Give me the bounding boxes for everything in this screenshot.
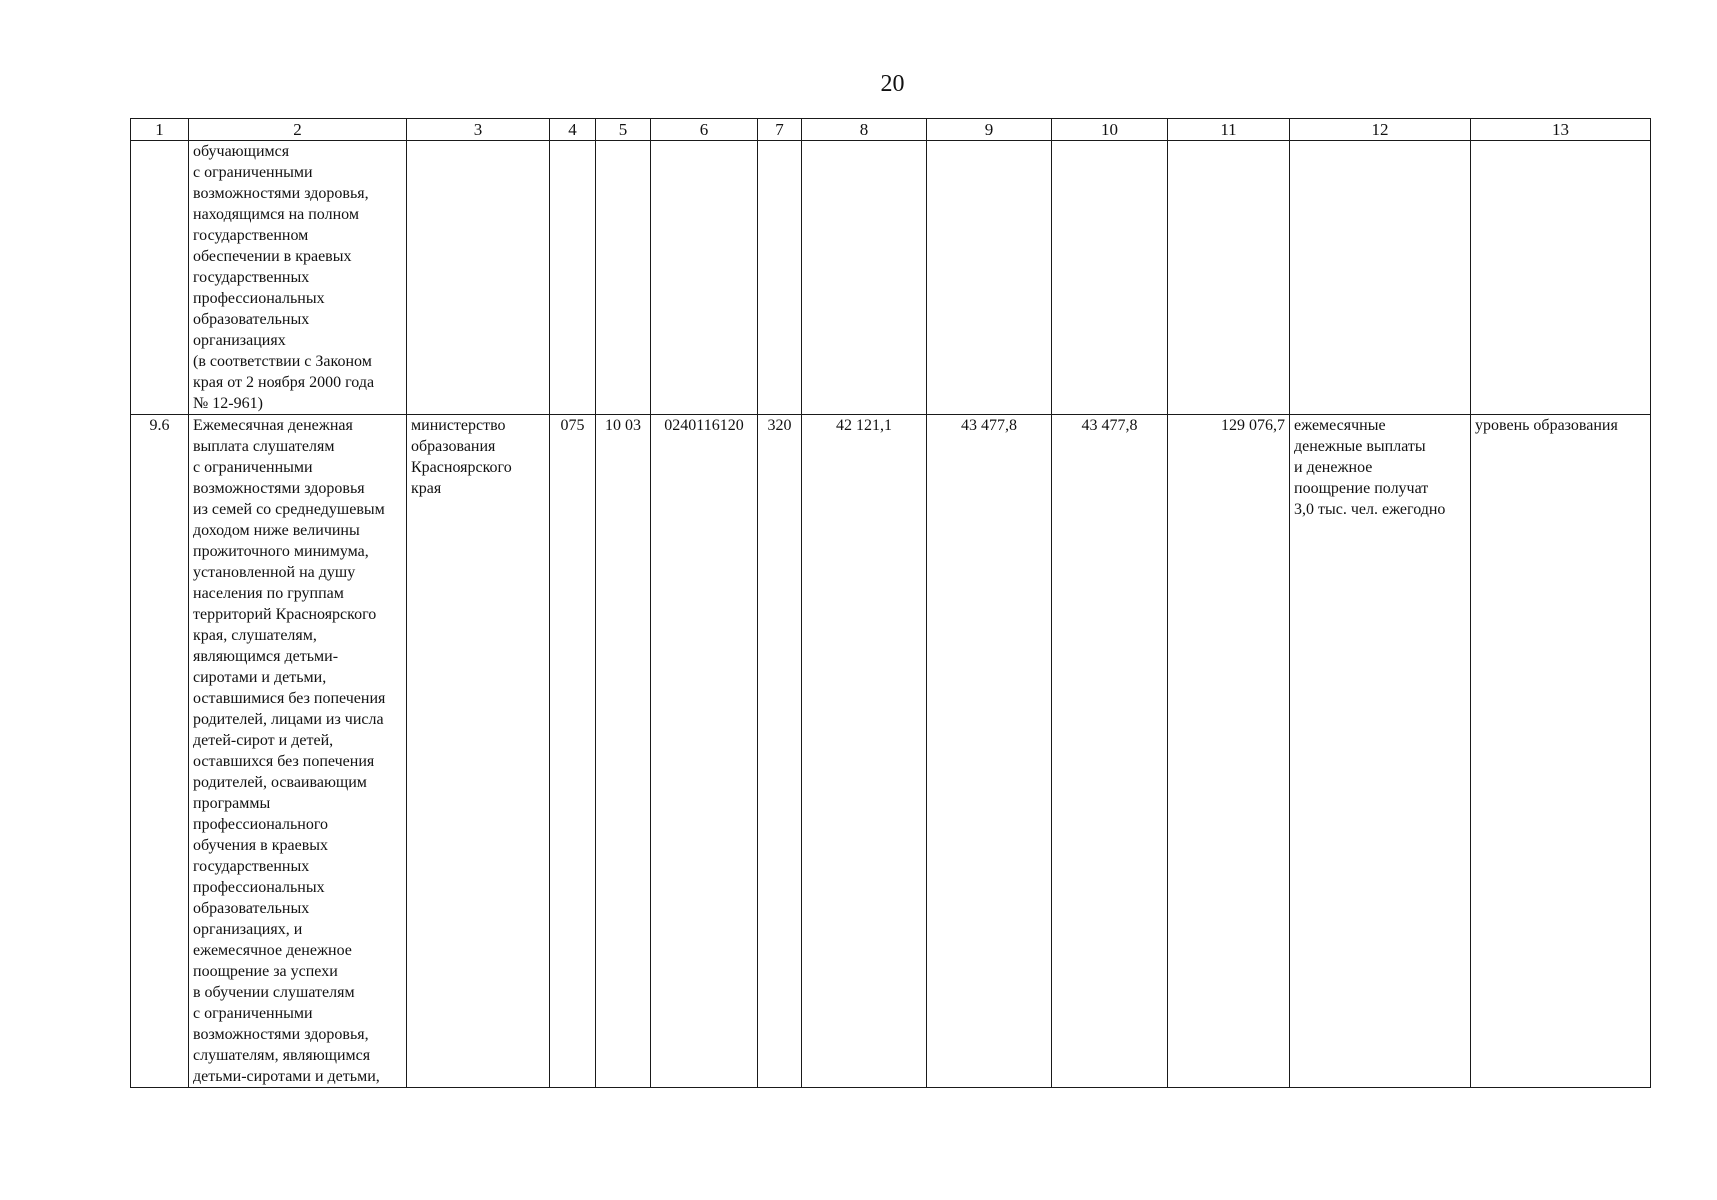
column-number-header-row	[131, 119, 1651, 141]
cell-administrator: министерство образования Красноярского края	[407, 415, 550, 1088]
table-row	[131, 141, 1651, 415]
col-header-8: 8	[802, 119, 927, 141]
cell-item-number: 9.6	[131, 415, 189, 1088]
col-header-12: 12	[1290, 119, 1471, 141]
cell-amount-year1	[802, 141, 927, 415]
col-header-10: 10	[1052, 119, 1168, 141]
col-header-2: 2	[189, 119, 407, 141]
cell-item-number	[131, 141, 189, 415]
col-header-7: 7	[758, 119, 802, 141]
cell-section-code	[596, 141, 651, 415]
col-header-13: 13	[1471, 119, 1651, 141]
cell-amount-year2: 43 477,8	[927, 415, 1052, 1088]
cell-description: обучающимся с ограниченными возможностями здоровья, находящимся на полном государственном обеспечении в краевых государственных профессиональных образовательных организациях (в соответствии с Законом края от 2 ноября 2000 года № 12-961)	[189, 141, 407, 415]
cell-administrator	[407, 141, 550, 415]
col-header-11: 11	[1168, 119, 1290, 141]
cell-amount-year3: 43 477,8	[1052, 415, 1168, 1088]
cell-amount-total	[1168, 141, 1290, 415]
table-row	[131, 415, 1651, 1088]
cell-amount-year1: 42 121,1	[802, 415, 927, 1088]
col-header-9: 9	[927, 119, 1052, 141]
col-header-6: 6	[651, 119, 758, 141]
cell-amount-year2	[927, 141, 1052, 415]
cell-grbs-code	[550, 141, 596, 415]
cell-section-code: 10 03	[596, 415, 651, 1088]
cell-expense-type: 320	[758, 415, 802, 1088]
cell-grbs-code: 075	[550, 415, 596, 1088]
cell-description: Ежемесячная денежная выплата слушателям с ограниченными возможностями здоровья из семей со среднедушевым доходом ниже величины прожиточного минимума, установленной на душу населения по группам территорий Красноярского края, слушателям, являющимся детьми- сиротами и детьми, оставшимися без попечения родителей, лицами из числа детей-сирот и детей, оставшихся без попечения родителей, осваивающим программы профессионального обучения в краевых государственных профессиональных образовательных организациях, и ежемесячное денежное поощрение за успехи в обучении слушателям с ограниченными возможностями здоровья, слушателям, являющимся детьми-сиротами и детьми,	[189, 415, 407, 1088]
cell-expected-result	[1290, 141, 1471, 415]
cell-amount-total: 129 076,7	[1168, 415, 1290, 1088]
col-header-4: 4	[550, 119, 596, 141]
cell-expected-result: ежемесячные денежные выплаты и денежное поощрение получат 3,0 тыс. чел. ежегодно	[1290, 415, 1471, 1088]
cell-expense-type	[758, 141, 802, 415]
budget-table	[130, 118, 1651, 1088]
cell-subprogram-link: уровень образования	[1471, 415, 1651, 1088]
page-number: 20	[880, 71, 905, 97]
col-header-1: 1	[131, 119, 189, 141]
col-header-5: 5	[596, 119, 651, 141]
cell-subprogram-link	[1471, 141, 1651, 415]
cell-target-code	[651, 141, 758, 415]
cell-target-code: 0240116120	[651, 415, 758, 1088]
cell-amount-year3	[1052, 141, 1168, 415]
col-header-3: 3	[407, 119, 550, 141]
